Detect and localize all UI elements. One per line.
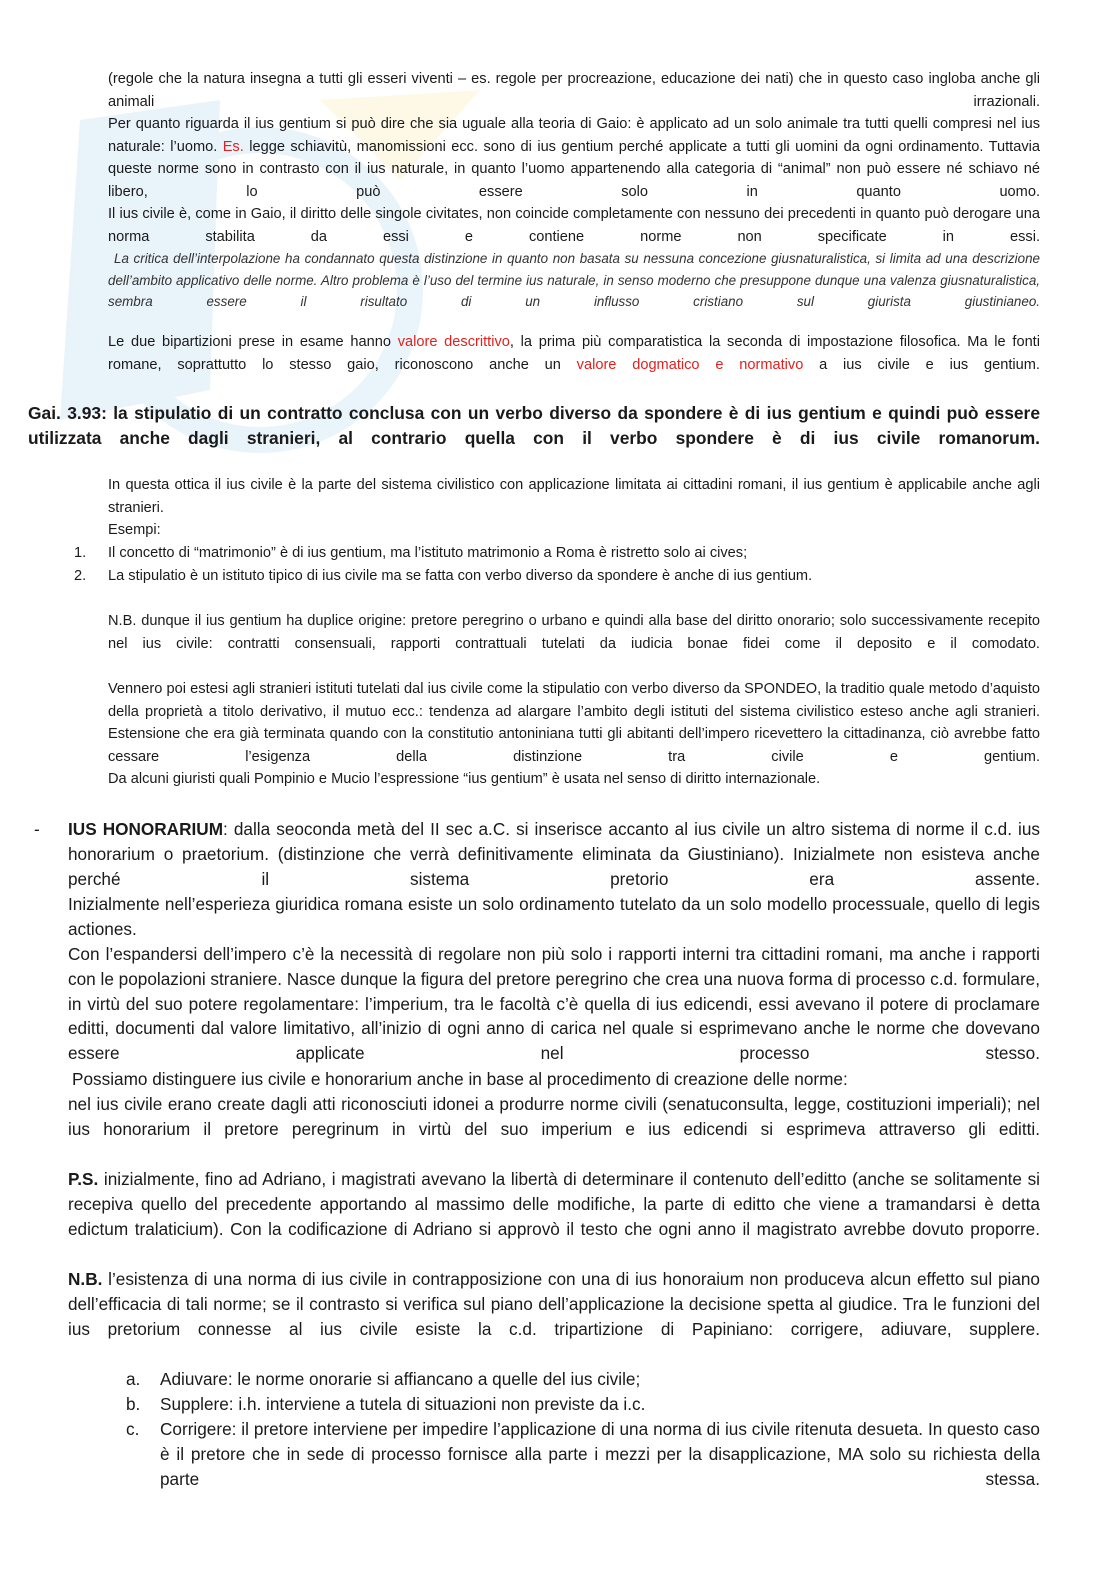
ps-label: P.S.	[68, 1169, 99, 1189]
paragraph-nb-gentium: N.B. dunque il ius gentium ha duplice origine: pretore peregrino o urbano e quindi alla base del diritto onorario; solo successivamente recepito nel ius civile: contratti consensuali, rapporti contrattuali tutelati da iudicia bonae fidei come il deposito e il comodato.	[108, 613, 1040, 652]
valore-dogmatico: valore dogmatico e normativo	[576, 356, 804, 373]
list-letter: a.	[126, 1369, 141, 1389]
esempi-label: Esempi:	[108, 522, 161, 538]
example-item: Il concetto di “matrimonio” è di ius gentium, ma l’istituto matrimonio a Roma è ristretto solo ai cives;	[108, 545, 748, 561]
example-item: La stipulatio è un istituto tipico di ius civile ma se fatta con verbo diverso da spondere è anche di ius gentium.	[108, 568, 813, 584]
paragraph-possiamo: Possiamo distinguere ius civile e honorarium anche in base al procedimento di creazione delle norme:	[72, 1069, 848, 1089]
ius-honorarium-title: IUS HONORARIUM	[68, 819, 224, 839]
paragraph-ps-adriano: P.S. inizialmente, fino ad Adriano, i magistrati avevano la libertà di determinare il contenuto dell’editto (anche se solitamente si recepiva quello del precedente apportando al massimo delle modifiche, la parte di editto che viene a tramandarsi è detta edictum tralaticium). Con la codificazione di Adriano si approvò il testo che ogni anno il magistrato avrebbe dovuto proporre.	[68, 1169, 1040, 1239]
list-item-supplere: Supplere: i.h. interviene a tutela di situazioni non previste da i.c.	[160, 1394, 646, 1414]
list-letter: c.	[126, 1419, 140, 1439]
paragraph-creazione-norme: nel ius civile erano create dagli atti riconosciuti idonei a produrre norme civili (senatuconsulta, legge, costituzioni imperiali); nel ius honorarium il pretore peregrinum in virtù del suo imperium e ius edicendi si esprimeva attraverso gli editti.	[68, 1094, 1040, 1139]
paragraph-nb-papiniano: N.B. l’esistenza di una norma di ius civile in contrapposizione con una di ius honoraium non produceva alcun effetto sul piano dell’efficacia di tali norme; se il contrasto si verifica sul piano dell’applicazione la decisione spetta al giudice. Tra le funzioni del ius pretorium connesse al ius civile esiste la c.d. tripartizione di Papiniano: corrigere, adiuvare, supplere.	[68, 1269, 1040, 1339]
paragraph-da-alcuni: Da alcuni giuristi quali Pompinio e Mucio l’espressione “ius gentium” è usata nel senso di diritto internazionale.	[108, 771, 821, 787]
paragraph-ius-gentium: Per quanto riguarda il ius gentium si può dire che sia uguale alla teoria di Gaio: è applicato ad un solo animale tra tutti quelli compresi nel ius naturale: l’uomo. Es. legge schiavitù, manomissioni ecc. sono di ius gentium perché applicate a tutti gli uomini da ogni ordinamento. Tuttavia queste norme sono in contrasto con il ius naturale, in quanto l’uomo appartenendo alla categoria di “animal” non può essere né schiavo né libero, lo può essere solo in quanto uomo.	[108, 116, 1040, 200]
paragraph-vennero: Vennero poi estesi agli stranieri istituti tutelati dal ius civile come la stipulatio con verbo diverso da SPONDEO, la traditio quale metodo d’aquisto della proprietà a titolo derivativo, il mutuo ecc.: tendenza ad alargare l’ambito degli istituti del sistema civilistico esteso anche agli stranieri. Estensione che era già terminata quando con la constitutio antoniniana tutti gli abitanti dell’impero ricevettero la cittadinanza, ciò avrebbe fatto cessare l’esigenza della distinzione tra civile e gentium.	[108, 681, 1040, 765]
paragraph-bipartizioni: Le due bipartizioni prese in esame hanno valore descrittivo, la prima più comparatistica la seconda di impostazione filosofica. Ma le fonti romane, soprattutto lo stesso gaio, riconoscono anche un valore dogmatico e normativo a ius civile e ius gentium.	[108, 334, 1040, 373]
example-number: 2.	[74, 568, 87, 584]
paragraph-lex-naturae: (regole che la natura insegna a tutti gli esseri viventi – es. regole per procreazione, educazione dei nati) che in questo caso ingloba anche gli animali irrazionali.	[108, 71, 1040, 110]
list-dash: -	[34, 819, 40, 839]
list-letter: b.	[126, 1394, 141, 1414]
section-heading-gai: Gai. 3.93: la stipulatio di un contratto conclusa con un verbo diverso da spondere è di ius gentium e quindi può essere utilizzata anche dagli stranieri, al contrario quella con il verbo spondere è di ius civile romanorum.	[28, 403, 1040, 448]
nb-label: N.B.	[68, 1269, 103, 1289]
italic-note-interpolazione: La critica dell’interpolazione ha condannato questa distinzione in quanto non basata su nessuna concezione giusnaturalistica, si limita ad una descrizione dell’ambito applicativo delle norme. Altro problema è l’uso del termine ius naturale, in senso moderno che presuppone dunque una valenza giusnaturalistica, sembra essere il risultato di un influsso cristiano sul giurista giustinianeo.	[108, 251, 1040, 310]
paragraph-legis-actiones: Inizialmente nell’esperieza giuridica romana esiste un solo ordinamento tutelato da un solo modello processuale, quello di legis actiones.	[68, 894, 1040, 939]
paragraph-ius-civile: Il ius civile è, come in Gaio, il diritto delle singole civitates, non coincide completamente con nessuno dei precedenti in quanto può derogare una norma stabilita da essi e contiene norme non specificate in essi.	[108, 206, 1040, 245]
list-item-corrigere: Corrigere: il pretore interviene per impedire l’applicazione di una norma di ius civile ritenuta desueta. In questo caso è il pretore che in sede di processo fornisce alla parte i mezzi per la disapplicazione, MA solo su richiesta della parte stessa.	[160, 1419, 1040, 1489]
paragraph-ius-honorarium: IUS HONORARIUM: dalla seoconda metà del II sec a.C. si inserisce accanto al ius civile un altro sistema di norme il c.d. ius honorarium o praetorium. (distinzione che verrà definitivamente eliminata da Giustiniano). Inizialmete non esisteva anche perché il sistema pretorio era assente.	[68, 819, 1040, 889]
paragraph-pretore-peregrino: Con l’espandersi dell’impero c’è la necessità di regolare non più solo i rapporti interni tra cittadini romani, ma anche i rapporti con le popolazioni straniere. Nasce dunque la figura del pretore peregrino che crea una nuova forma di processo c.d. formulare, in virtù del suo potere regolamentare: l’imperium, tra le facoltà c’è quella di ius edicendi, essi avevano il potere di proclamare editti, documenti dal valore limitativo, all’inizio di ogni anno di carica nel quale si esprimevano anche le norme che dovevano essere applicate nel processo stesso.	[68, 944, 1040, 1064]
valore-descrittivo: valore descrittivo	[397, 334, 510, 350]
example-number: 1.	[74, 545, 87, 561]
list-item-adiuvare: Adiuvare: le norme onorarie si affiancano a quelle del ius civile;	[160, 1369, 641, 1389]
paragraph-ottica: In questa ottica il ius civile è la parte del sistema civilistico con applicazione limitata ai cittadini romani, il ius gentium è applicabile anche agli stranieri.	[108, 477, 1040, 516]
es-label: Es.	[222, 138, 244, 155]
